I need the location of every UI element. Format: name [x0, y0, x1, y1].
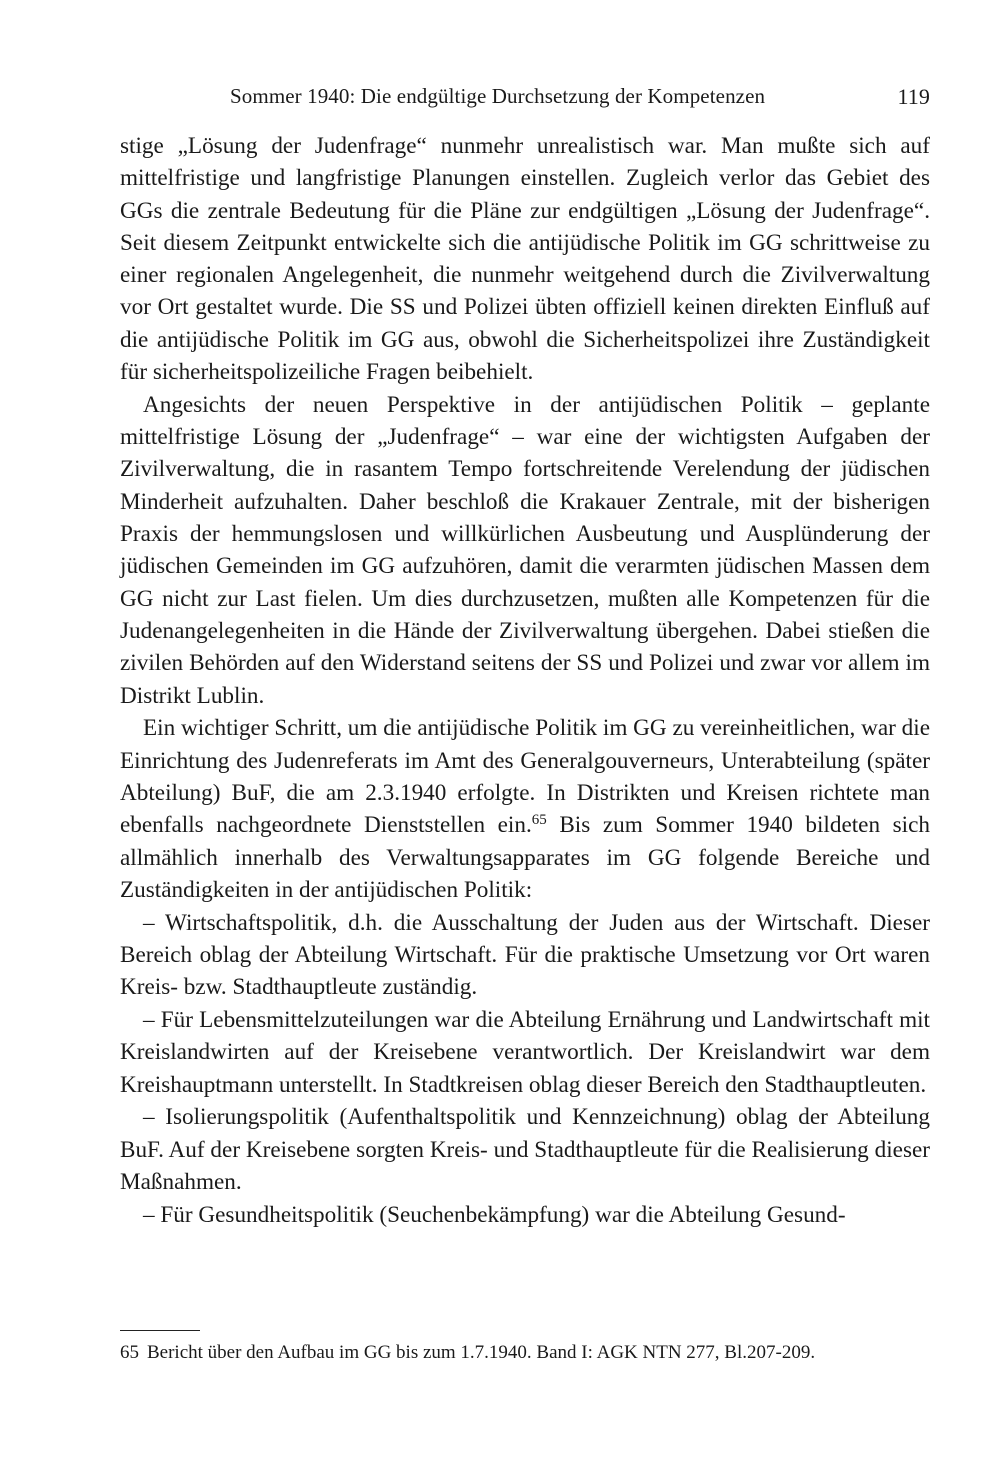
paragraph	[120, 389, 930, 712]
paragraph-text: Angesichts der neuen Perspektive in der antijüdischen Politik – geplante mittelfristige Lösung der „Judenfrage“ – war eine der wichtigsten Aufgaben der Zivilverwaltung, die in rasantem Tempo fortschreitende Verelendung der jüdischen Minderheit aufzuhalten. Daher beschloß die Krakauer Zentrale, mit der bisherigen Praxis der hemmungslosen und willkürlichen Ausbeutung und Ausplünderung der jüdischen Gemeinden im GG aufzuhören, damit die verarmten jüdischen Massen dem GG nicht zur Last fielen. Um dies durchzusetzen, mußten alle Kompetenzen für die Judenangelegenheiten in die Hände der Zivilverwaltung übergehen. Dabei stießen die zivilen Behörden auf den Widerstand seitens der SS und Polizei und zwar vor allem im Distrikt Lublin.	[120, 391, 930, 709]
footnote-text: Bericht über den Aufbau im GG bis zum 1.7.1940. Band I: AGK NTN 277, Bl.207-209.	[147, 1342, 816, 1363]
list-item-text: – Isolierungspolitik (Aufenthaltspolitik und Kennzeichnung) oblag der Abteilung BuF. Auf der Kreisebene sorgten Kreis- und Stadthauptleute für die Realisierung dieser Maßnahmen.	[120, 1104, 930, 1195]
paragraph-text: stige „Lösung der Judenfrage“ nunmehr unrealistisch war. Man mußte sich auf mittelfristige und langfristige Planungen einstellen. Zugleich verlor das Gebiet des GGs die zentrale Bedeutung für die Pläne zur endgültigen „Lösung der Judenfrage“. Seit diesem Zeitpunkt entwickelte sich die antijüdische Politik im GG schrittweise zu einer regionalen Angelegenheit, die nunmehr weitgehend durch die Zivilverwaltung vor Ort gestaltet wurde. Die SS und Polizei übten offiziell keinen direkten Einfluß auf die antijüdische Politik im GG aus, obwohl die Sicherheitspolizei ihre Zuständigkeit für sicherheitspolizeiliche Fragen beibehielt.	[120, 133, 930, 386]
paragraph-text: Ein wichtiger Schritt, um die antijüdische Politik im GG zu vereinheitlichen, war die Einrichtung des Judenreferats im Amt des Generalgouverneurs, Unterabteilung (später Abteilung) BuF, die am 2.3.1940 erfolgte. In Distrikten und Kreisen richtete man ebenfalls nachgeordnete Dienststellen ein.	[120, 715, 930, 839]
list-item	[120, 1199, 930, 1231]
running-head-title: Sommer 1940: Die endgültige Durchsetzung der Kompetenzen	[230, 84, 766, 108]
footnote	[120, 1341, 930, 1365]
list-item-text: – Für Gesundheitspolitik (Seuchenbekämpfung) war die Abteilung Gesund-	[143, 1201, 846, 1228]
paragraph	[120, 130, 930, 388]
footnote-reference[interactable]: 65	[531, 812, 547, 829]
list-item	[120, 907, 930, 1004]
list-item	[120, 1004, 930, 1101]
list-item	[120, 1101, 930, 1198]
list-item-text: – Wirtschaftspolitik, d.h. die Ausschaltung der Juden aus der Wirtschaft. Dieser Bereich oblag der Abteilung Wirtschaft. Für die praktische Umsetzung vor Ort waren Kreis- bzw. Stadthauptleute zuständig.	[120, 909, 930, 1001]
paragraph	[120, 712, 930, 906]
footnote-number: 65	[120, 1342, 139, 1363]
page-number: 119	[897, 84, 930, 109]
running-head	[120, 84, 930, 114]
list-item-text: – Für Lebensmittelzuteilungen war die Abteilung Ernährung und Landwirtschaft mit Kreislandwirten auf der Kreisebene verantwortlich. Der Kreislandwirt war dem Kreishauptmann unterstellt. In Stadtkreisen oblag dieser Bereich den Stadthauptleuten.	[120, 1007, 930, 1098]
body-text	[120, 130, 930, 1232]
footnote-divider	[120, 1330, 200, 1331]
paragraph-text: Bis zum Sommer 1940 bildeten sich allmählich innerhalb des Verwaltungsapparates im GG folgende Bereiche und Zuständigkeiten in der antijüdischen Politik:	[120, 812, 930, 903]
